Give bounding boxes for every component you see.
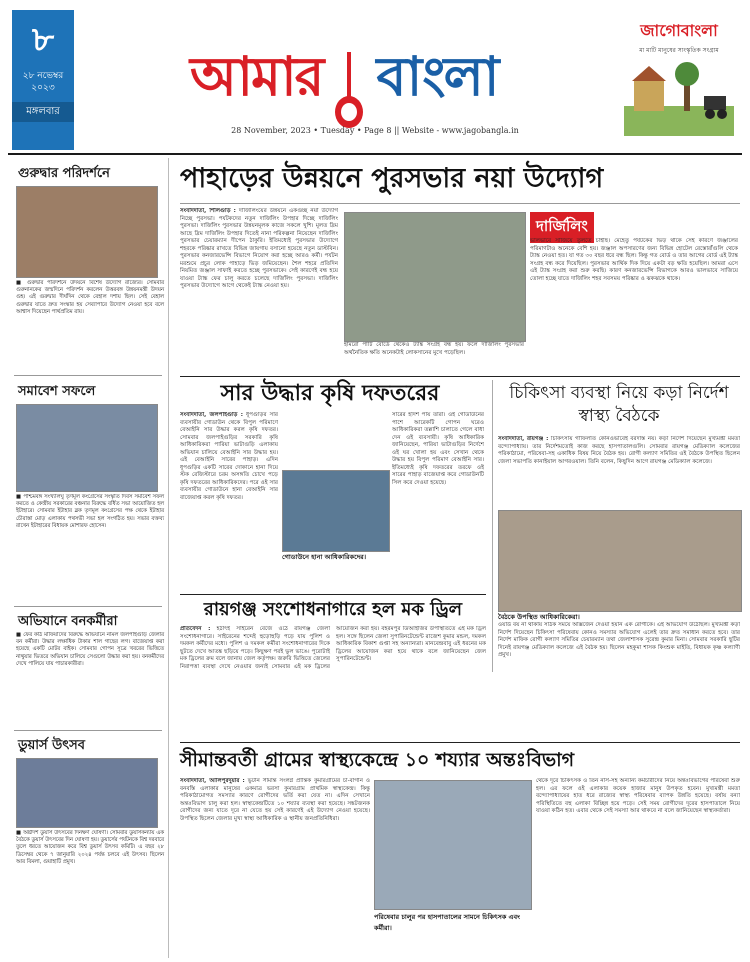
masthead-left: আমার [190,44,323,108]
sidebar-text-4: ■ অষ্টাদশ ডুয়ার্স উৎসবের দিনক্ষণ ঘোষণা। সোমবার ডুয়ার্সকন্যায় এক বৈঠকে ডুয়ার্স উৎসবের দিন ঘোষণা হয়। ডুয়ার্সের পর্যটনকে বিশ্ব দরবারে তুলে ধরতে আয়োজন করে বিশ্ব ডুয়ার্স উৎসব কমিটি। এ বছর ২৮ ডিসেম্বর থেকে ৭ জানুয়ারি ২০২৪ পর্যন্ত চলবে এই উৎসব। ছিলেন আর বিমলা, গুয়াহাটি প্রমুখ। [16,830,164,865]
sidebar-text-3: ■ ফের কাঠ মাফিয়াদের বিরুদ্ধে অভিযানে নামল জলপাইগুড়ি জেলার বন কর্মীরা। উদ্ধার লক্ষাধিক টাকার শাল গাছের লগ। বাজেয়াপ্ত করা হয়েছে একটি মোটর বাইক। সোমবার গোপন সূত্রে খবরের ভিত্তিতে নাথুয়ার ভিতরে অভিযান চালিয়ে সেগুলো উদ্ধার করা হয়। বনকর্মীদের দেখে পালিয়ে যায় পাচারকারীরা। [16,632,164,667]
lead-photo [344,212,526,342]
section-rule [180,594,486,595]
lead-photo-caption: হামরো পার্টি বোর্ডে থেকেও ট্যাঙ্ক সংগ্রহ বন্ধ হয়। ফলে দার্জিলিং পুরসভার অর্থনৈতিক ক্ষতি অনেকটাই লোকসানের মুখে পড়েছিল। [344,342,524,356]
lead-body-1-text: দার্জিলিংয়ের উন্নয়নে একগুচ্ছ নয়া উদ্যোগ নিচ্ছে পুরসভা। পর্যটকদের নতুন দার্জিলিং উপহার দিচ্ছে দার্জিলিং পুরসভা। দার্জিলিং পুরসভার উন্নয়নমূলক কাজে সকলে খুশি। মূলত দ্রিম আছে দ্রিম দার্জিলিং উপহার দিতেই নানা পরিকল্পনা নিয়েছেন দার্জিলিং পুরসভার চেয়ারম্যান দীপেন ঠাকুরি। ইতিমধ্যেই পুরসভার উদ্যোগে শহরকে পরিষ্কার রাখতে বিভিন্ন জায়গায় বসানো হয়েছে নতুন ডাস্টবিন। পুরসভার কনজারভেন্সি বিভাগে নিয়োগ করা হচ্ছে আরও কর্মী। পর্যটন মরশুমে প্রচুর লোক পাহাড়ে ভিড় জমিয়েছেন। শৈল শহরে প্রতিদিন নিয়মিত জঞ্জাল সাফাই করতে হচ্ছে পুরসভাকে। সেই কারণেই বন্ধ হয়ে যাওয়া ট্যাঙ্ক ফের চালু করতে চলেছে দার্জিলিং পুরসভা। দার্জিলিং পুরসভার উদ্যোগে আগে থেকেই ট্যাঙ্ক নেওয়া হয়। [180,208,338,289]
masthead-right: বাংলা [376,44,498,108]
bottom-body-2: থেকে দূরে চিকিৎসক ও তিন নার্স-সহ অন্যান্য কর্মচারীদের নিয়ে অন্তঃবিভাগের পরিষেবা শুরু হল। এর ফলে ওই এলাকার কয়েক হাজার মানুষ উপকৃত হবেন। মুখ্যমন্ত্রী মমতা বন্দ্যোপাধ্যায়ের হাত ধরে রাজ্যের স্বাস্থ্য পরিষেবার ব্যাপক উন্নতি হয়েছে। বর্ষায় বন্যা পরিস্থিতিতে বহু এলাকা বিচ্ছিন্ন হয়ে পড়ে। সেই সময় রোগীদের দূরের হাসপাতালে নিয়ে যাওয়া কঠিন হত। এবার থেকে সেই সমস্যা আর থাকবে না বলে জানিয়েছেন স্বাস্থ্যকর্তারা। [536,778,740,814]
health-body-2: ওয়ার্ড বয় না থাকায় সঠিক সময়ে অক্সিজেন দেওয়া হয়নি এক রোগীকে। এই অভিযোগ উঠেছিল। মুখ্যমন্ত্রী কড়া নির্দেশ দিয়েছেন চিকিৎসা পরিষেবায় কোনও সমস্যার অভিযোগ এলেই তার দ্রুত সমাধান করতে হবে। তার নির্দেশ মাফিক রোগী কল্যাণ সমিতির চেয়ারম্যান তথা জেলাশাসক সুরেন্দ্র কুমার মিনা। সোমবার সরকারি ছুটির দিনেই রায়গঞ্জ মেডিক্যাল কলেজে এই বৈঠক হয়। ছিলেন মহকুমা শাসক কিংশুক মাইতি, বিধায়ক কৃষ্ণ কল্যাণী প্রমুখ। [498,622,740,658]
health-byline: সংবাদদাতা, রায়গঞ্জ : [498,436,549,442]
bottom-body-1-text: ভুটান সীমান্ত সংলগ্ন প্রান্তিক কুমারগ্রামের চা-বাগান ও বনবস্তি এলাকার মানুষের একমাত্র ভরসা কুমারগ্রাম প্রাথমিক স্বাস্থ্যকেন্দ্র। কিন্তু পরিকাঠামোগত সমস্যার কারণে রোগীদের ভর্তি করা যেত না। এদিন সেখানে অন্তঃবিভাগ চালু করা হল। স্বাস্থ্যকেন্দ্রটিতে ১০ শয্যার ব্যবস্থা করা হয়েছে। সঙ্কটজনক রোগীদের জন্য যাতে দূরে না যেতে হয় সেই কারণেই এই উদ্যোগ নেওয়া হয়েছে। উপস্থিত ছিলেন জেলার মুখ্য স্বাস্থ্য আধিকারিক ও স্থানীয় জনপ্রতিনিধিরা। [180,778,370,822]
sidebar-text-1: ■ গুরুদ্বার পরিদর্শনে উদয়নে বিশেষ উদ্যোগ রাজ্যের। সোমবার গুরুনানকের জন্মদিনে পরিদর্শন করলেন উত্তরবঙ্গ উন্নয়নমন্ত্রী উদয়ন গুহ। এই গুরুদ্বার দীর্ঘদিন থেকে বেহাল দশায় ছিল। সেই বেহাল গুরুদ্বার যাতে দ্রুত সংস্কার হয় সেব্যাপারে উদ্যোগ নেওয়া হবে বলে আশ্বাস দিয়েছেন পার্থপ্রতিম রায়। [16,280,164,315]
lead-body-1 [180,208,338,372]
health-body-1 [498,436,740,508]
mock-headline: রায়গঞ্জ সংশোধনাগারে হল মক ড্রিল [203,599,463,620]
health-headline: চিকিৎসা ব্যবস্থা নিয়ে কড়া নির্দেশ স্বাস্থ্য বৈঠকে [509,383,729,426]
agri-body-1-text: ধূপগুড়ির সার ব্যবসায়ীর গোডাউন থেকে বিপুল পরিমাণে বেআইনি সার উদ্ধার করল কৃষি দফতর। সোমবার জলপাইগুড়ির সরকারি কৃষি আধিকারিকরা পারিয়া ভাটাগুড়ি এলাকায় অভিযান চালিয়ে বেআইনি সার উদ্ধার হয়। এই বেআইনি সারের পাহাড়। এদিন ধূপগুড়ির একটি সারের দোকানে হানা দিয়ে স্টক রেজিস্টারে চরম অসঙ্গতি চোখে পড়ে কৃষি দফতরের আধিকারিকদের। পরে ওই সার ব্যবসায়ীর গোডাউনে হানা বেআইনি সার বাজেয়াপ্ত করল কৃষি দফতর। [180,412,278,501]
issue-date: ২৮ নভেম্বর ২০২৩ [22,71,64,93]
mock-byline: প্রতিবেদন : [180,626,211,632]
sidebar-photo-4 [16,758,158,828]
issue-day: মঙ্গলবার [12,102,74,122]
sidebar-divider [14,606,162,607]
sidebar-divider [14,730,162,731]
agri-byline: সংবাদদাতা, জলপাইগুড়ি : [180,412,243,418]
bottom-photo [374,780,532,910]
health-photo [498,510,742,612]
bottom-photo-caption: পরিষেবার চালুর পর হাসপাতালের সামনে চিকিৎসক এবং কর্মীরা। [374,913,520,932]
sidebar-text-2: ■ পশ্চিমবঙ্গ সংখ্যালঘু তৃণমূল কংগ্রেসের সংস্কৃতি দিবস সমাবেশ সফল করতে ও কেন্দ্রীয় সরকারের বঞ্চনার বিরুদ্ধে বর্ধিত সভা আয়োজিত হল ইটাহারে। সোমবার ইটাহার ব্লক তৃণমূল কংগ্রেসের পক্ষ থেকে ইটাহার চৌরাস্তা মোড় এলাকায় পথসভী সভা হল সংগঠিত হয়। সভার বক্তব্য রাখেন ইটাহারের বিধায়ক মোশারফ হোসেন। [16,494,164,529]
jagobangla-logo [624,18,734,140]
decorative-illustration [624,56,734,136]
sidebar-title-3: অভিযানে বনকর্মীরা [18,614,118,629]
column-divider [492,380,493,672]
section-rule [180,376,740,377]
lead-body-2: ভালভাবে সাজিয়ে তুলতে চাইছি। মেহেতু পর্যটকের ভিড় থাকে সেই কারণে জঞ্জালের পরিমাণটাও অনেকে বেশি হয়। জঞ্জাল অপসারণের জন্য বিভিন্ন হোটেল রেস্তোরাঁগুলি থেকে ট্যাঙ্ক নেওয়া হত। যা গত ৩০ বছর ধরে বন্ধ ছিল। কিন্তু গত বোর্ড ও তার আগের বোর্ড এই ট্যাঙ্ক সংগ্রহ বন্ধ করে দিয়েছিল। পুরসভার আর্থিক দিক দিয়ে একটা বড় ক্ষতি হয়েছিল। আমরা এসে এই ট্যাঙ্ক সংগ্রহ করা শুরু করছি। কারণ কনজারভেন্সি বিভাগকে আরও ভালভাবে সাজিয়ে তোলা হচ্ছে যাতে দার্জিলিং শহর সবসময় পরিষ্কার ও ঝকঝকে থাকে। [530,238,738,282]
agri-photo [282,470,390,552]
agri-photo-caption: গোডাউনে হানা আধিকারিকদের। [282,553,367,561]
sidebar-divider [14,375,162,376]
health-photo-caption: বৈঠকে উপস্থিত আধিকারিকেরা। [498,613,580,621]
section-rule [180,742,740,743]
jagobangla-title: জাগোবাংলা [640,21,718,40]
dateline: 28 November, 2023 • Tuesday • Page 8 || Website - www.jagobangla.in [231,126,519,135]
sidebar-title-1: গুরুদ্বার পরিদর্শনে [18,166,110,181]
health-body-1-text: চিকিৎসায় গাফিলতি কোনওভাবেই বরদাস্ত নয়। কড়া নির্দেশ দিয়েছেন মুখ্যমন্ত্রী মমতা বন্দ্যোপাধ্যায়। তার নির্দেশমতোই কাজ করছে হাসপাতালগুলি। সোমবার রায়গঞ্জ মেডিক্যাল কলেজের পরিকাঠামো, পরিষেবা-সহ একাধিক বিষয় নিয়ে বৈঠক হয়। রোগী কল্যাণ সমিতির ওই বৈঠকে উপস্থিত ছিলেন জেলা সভাপতি কানাইয়াল আগরওয়াল। তিনি বলেন, কিছুদিন আগে রায়গঞ্জ মেডিক্যাল কলেজে। [498,436,740,465]
mock-body [180,626,486,738]
lead-headline: পাহাড়ের উন্নয়নে পুরসভার নয়া উদ্যোগ [180,163,604,194]
bottom-body-1 [180,778,370,956]
agri-headline: সার উদ্ধার কৃষি দফতরের [220,381,440,406]
page-number: ৮ [31,20,55,60]
ektara-icon [329,52,369,130]
sidebar-photo-1 [16,186,158,278]
agri-body-2: সারের হদিশ পায় তারা। ওই গোডাউনের পাশে আরেকটি গোপন ঘরেও আধিকারিকরা তল্লাশি চালাতে গেলে বাধা দেন ওই ব্যবসায়ী। কৃষি আধিকারিক জানিয়েছেন, পারিয়া ভাটাগুড়ির নির্দেশে ওই ঘর খোলা হয় এবং সেখান থেকে উদ্ধার হয় বিপুল পরিমাণ বেআইনি সার। ইতিমধ্যেই কৃষি দফতরের তরফে ওই সারের পাহাড় বাজেয়াপ্ত করে গোডাউনটি সিল করে দেওয়া হয়েছে। [392,412,484,486]
lead-tag: দার্জিলিং [530,212,594,243]
lead-rule [180,203,740,204]
lead-byline: সংবাদদাতা, শিলিগুড়ি : [180,208,236,214]
bottom-headline: সীমান্তবর্তী গ্রামের স্বাস্থ্যকেন্দ্রে ১০ শয্যার অন্তঃবিভাগ [180,749,575,771]
sidebar-photo-2 [16,404,158,492]
jagobangla-tagline: মা মাটি মানুষের সাংস্কৃতিক সংগ্রাম [639,47,719,54]
sidebar-title-4: ডুয়ার্স উৎসব [18,738,86,753]
agri-body-1 [180,412,278,588]
masthead [190,35,520,115]
masthead-rule [8,153,742,155]
mock-body-text: হঠাৎই সাইরেন বেজে ওঠে রায়গঞ্জ জেলা সংশোধনাগারে। সাইরেনের শব্দেই হুড়োহুড়ি পড়ে যায় পুলিশ ও দমকল কর্মীদের মধ্যে। পুলিশ ও দমকল কর্মীরা সংশোধনাগারের দিকে ছুটতে দেখে আতঙ্ক ছড়িয়ে পড়ে। কিছুক্ষণ পরই ভুল ভাঙে। পুরোটাই মক ড্রিলের ক্রম বলে জানায় জেল কর্তৃপক্ষ। জরুরি ভিত্তিতে জেলের নিরাপত্তা ব্যবস্থা দেখে নেওয়ার জন্যই সোমবার এই মক ড্রিলের আয়োজন করা হয়। বহরমপুর ডিআইজির উপস্থিতিতে এই মক ড্রিল হল। সঙ্গে ছিলেন জেলা সুপারিনটেন্ডেন্ট রাজেশ কুমার মন্ডল, দমকল আধিকারিক বিকাশ গুপ্তা সহ অন্যান্যরা। মানবেন্দ্রবাবু এই ধরনের মক ড্রিলের আয়োজন করা হয়ে থাকে বলে জানিয়েছেন জেল সুপারিনটেন্ডেন্ট। [180,626,486,670]
bottom-byline: সংবাদদাতা, আলিপুরদুয়ার : [180,778,245,784]
sidebar-title-2: সমাবেশ সফলে [18,384,96,399]
